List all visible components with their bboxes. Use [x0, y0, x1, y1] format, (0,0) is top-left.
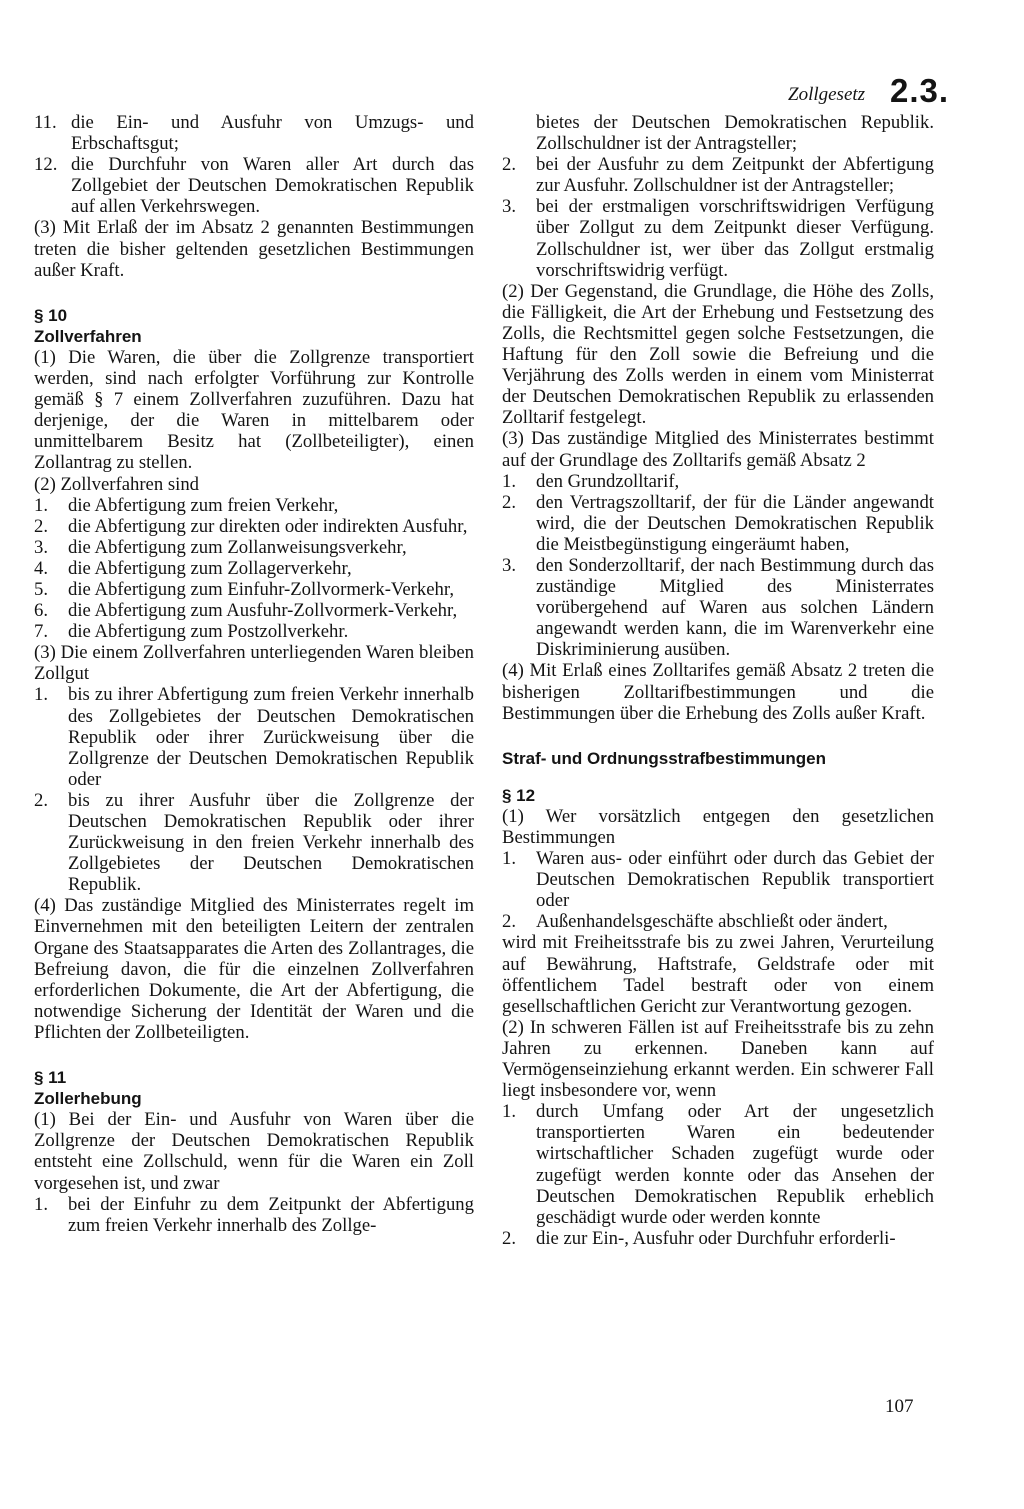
paragraph: wird mit Freiheitsstrafe bis zu zwei Jahren, Verurteilung auf Bewährung, Haftstrafe, Geldstrafe oder mit öffentlichem Tadel bestraft oder von einem gesellschaftlichen Gericht zur Verantwortung gezogen.	[502, 932, 934, 1017]
list-item: 11. die Ein- und Ausfuhr von Umzugs- und Erbschaftsgut;	[34, 112, 474, 155]
paragraph: (2) Der Gegenstand, die Grundlage, die Höhe des Zolls, die Fälligkeit, die Art der Erhebung und Festsetzung des Zolls, die Rechtsmittel gegen solche Festsetzungen, die Haftung für den Zoll sowie die Befreiung und die Verjährung des Zolls werden in einem vom Ministerrat der Deutschen Demokratischen Republik zu erlassenden Zolltarif festgelegt.	[502, 280, 934, 429]
paragraph: (1) Bei der Ein- und Ausfuhr von Waren über die Zollgrenze der Deutschen Demokratischen Republik entsteht eine Zollschuld, wenn für die Waren ein Zoll vorgesehen ist, und zwar	[34, 1109, 474, 1194]
section-title: Zollerhebung	[34, 1089, 142, 1109]
list-item: 2. Außenhandelsgeschäfte abschließt oder ändert,	[502, 911, 888, 933]
continued-list	[34, 112, 474, 217]
list-item: 7. die Abfertigung zum Postzollverkehr.	[34, 621, 349, 643]
tariff-list	[502, 471, 934, 661]
paragraph: (2) Zollverfahren sind	[34, 473, 200, 495]
section-number: § 12	[502, 785, 536, 805]
paragraph: (3) Das zuständige Mitglied des Ministerrates bestimmt auf der Grundlage des Zolltarifs gemäß Absatz 2	[502, 428, 934, 471]
left-column	[34, 112, 474, 1236]
list-item: 3. bei der erstmaligen vorschriftswidrigen Verfügung über Zollgut zu dem Zeitpunkt dieser Verfügung. Zollschuldner ist, wer über das Zollgut erstmalig vorschriftswidrig verfügt.	[502, 196, 934, 281]
list-item: 1. Waren aus- oder einführt oder durch das Gebiet der Deutschen Demokratischen Republik transportiert oder	[502, 848, 934, 912]
list-item: 1. den Grundzolltarif,	[502, 470, 680, 492]
paragraph: (1) Wer vorsätzlich entgegen den gesetzlichen Bestimmungen	[502, 805, 934, 848]
paragraph: (4) Das zuständige Mitglied des Ministerrates regelt im Einvernehmen mit den beteiligten Leitern der zentralen Organe des Staatsapparates die Arten des Zollantrages, die Befreiung davon, die für die einzelnen Zollverfahren erforderlichen Dokumente, die Art der Abfertigung, die notwendige Sicherung der Identität der Waren und die Pflichten der Zollbeteiligten.	[34, 895, 474, 1043]
paragraph: (4) Mit Erlaß eines Zolltarifes gemäß Absatz 2 treten die bisherigen Zolltarifbestimmungen und die Bestimmungen über die Erhebung des Zolls außer Kraft.	[502, 660, 934, 724]
offence-list	[502, 848, 934, 932]
list-item: 3. den Sonderzolltarif, der nach Bestimmung durch das zuständige Mitglied des Ministerrates vorübergehend auf Waren aus solchen Ländern angewandt werden kann, die im Warenverkehr eine Diskriminierung ausüben.	[502, 554, 934, 661]
list-item: 1. bei der Einfuhr zu dem Zeitpunkt der Abfertigung zum freien Verkehr innerhalb des Zollge-	[34, 1193, 474, 1236]
section-number: § 11	[34, 1068, 67, 1088]
running-title: Zollgesetz	[788, 84, 866, 105]
list-item: 2. die zur Ein-, Ausfuhr oder Durchfuhr erforderli-	[502, 1227, 896, 1249]
zollschuld-list	[502, 154, 934, 281]
list-item: 5. die Abfertigung zum Einfuhr-Zollvormerk-Verkehr,	[34, 578, 455, 600]
list-item: 4. die Abfertigung zum Zollagerverkehr,	[34, 557, 352, 579]
list-item: 12. die Durchfuhr von Waren aller Art durch das Zollgebiet der Deutschen Demokratischen Republik auf allen Verkehrswegen.	[34, 154, 474, 218]
procedure-list	[34, 495, 474, 643]
section-number: § 10	[34, 305, 68, 325]
list-item: 2. den Vertragszolltarif, der für die Länder angewandt wird, die der Deutschen Demokratischen Republik die Meistbegünstigung eingeräumt haben,	[502, 491, 934, 555]
paragraph-continued: bietes der Deutschen Demokratischen Republik. Zollschuldner ist der Antragsteller;	[536, 112, 934, 155]
running-header	[782, 72, 982, 112]
list-item: 1. durch Umfang oder Art der ungesetzlich transportierten Waren ein bedeutender wirtschaftlicher Schaden zugefügt wurde oder zugefügt werden konnte oder das Ansehen der Deutschen Demokratischen Republik erheblich geschädigt wurde oder werden konnte	[502, 1101, 934, 1228]
section-title: Zollverfahren	[34, 326, 142, 346]
list-item: 1. die Abfertigung zum freien Verkehr,	[34, 494, 339, 516]
list-item: 1. bis zu ihrer Abfertigung zum freien Verkehr innerhalb des Zollgebietes der Deutschen Demokratischen Republik oder ihrer Zurückweisung über die Zollgrenze der Deutschen Demokratischen Republik oder	[34, 684, 474, 790]
paragraph: (3) Mit Erlaß der im Absatz 2 genannten Bestimmungen treten die bisher geltenden gesetzlichen Bestimmungen außer Kraft.	[34, 217, 474, 281]
right-column	[502, 112, 934, 1249]
list-item: 2. bis zu ihrer Ausfuhr über die Zollgrenze der Deutschen Demokratischen Republik oder ihrer Zurückweisung in den freien Verkehr innerhalb des Zollgebietes der Deutschen Demokratischen Republik.	[34, 789, 474, 896]
chapter-number: 2.3.	[890, 72, 950, 109]
page-number: 107	[885, 1396, 914, 1417]
paragraph: (1) Die Waren, die über die Zollgrenze transportiert werden, sind nach erfolgter Vorführung zur Kontrolle gemäß § 7 einem Zollverfahren zuzuführen. Dazu hat derjenige, der die Waren in mittelbarem oder unmittelbarem Besitz hat (Zollbeteiligter), einen Zollantrag zu stellen.	[34, 346, 474, 474]
list-item: 6. die Abfertigung zum Ausfuhr-Zollvormerk-Verkehr,	[34, 600, 458, 622]
zollgut-list	[34, 684, 474, 895]
paragraph: (3) Die einem Zollverfahren unterliegenden Waren bleiben Zollgut	[34, 642, 474, 685]
severe-case-list	[502, 1101, 934, 1249]
list-item: 2. bei der Ausfuhr zu dem Zeitpunkt der Abfertigung zur Ausfuhr. Zollschuldner ist der Antragsteller;	[502, 154, 934, 197]
list-item: 3. die Abfertigung zum Zollanweisungsverkehr,	[34, 536, 407, 558]
list-item: 2. die Abfertigung zur direkten oder indirekten Ausfuhr,	[34, 515, 468, 537]
chapter-heading: Straf- und Ordnungsstrafbestimmungen	[502, 748, 826, 768]
paragraph: (2) In schweren Fällen ist auf Freiheitsstrafe bis zu zehn Jahren zu erkennen. Daneben kann auf Vermögenseinziehung erkannt werden. Ein schwerer Fall liegt insbesondere vor, wenn	[502, 1016, 934, 1102]
